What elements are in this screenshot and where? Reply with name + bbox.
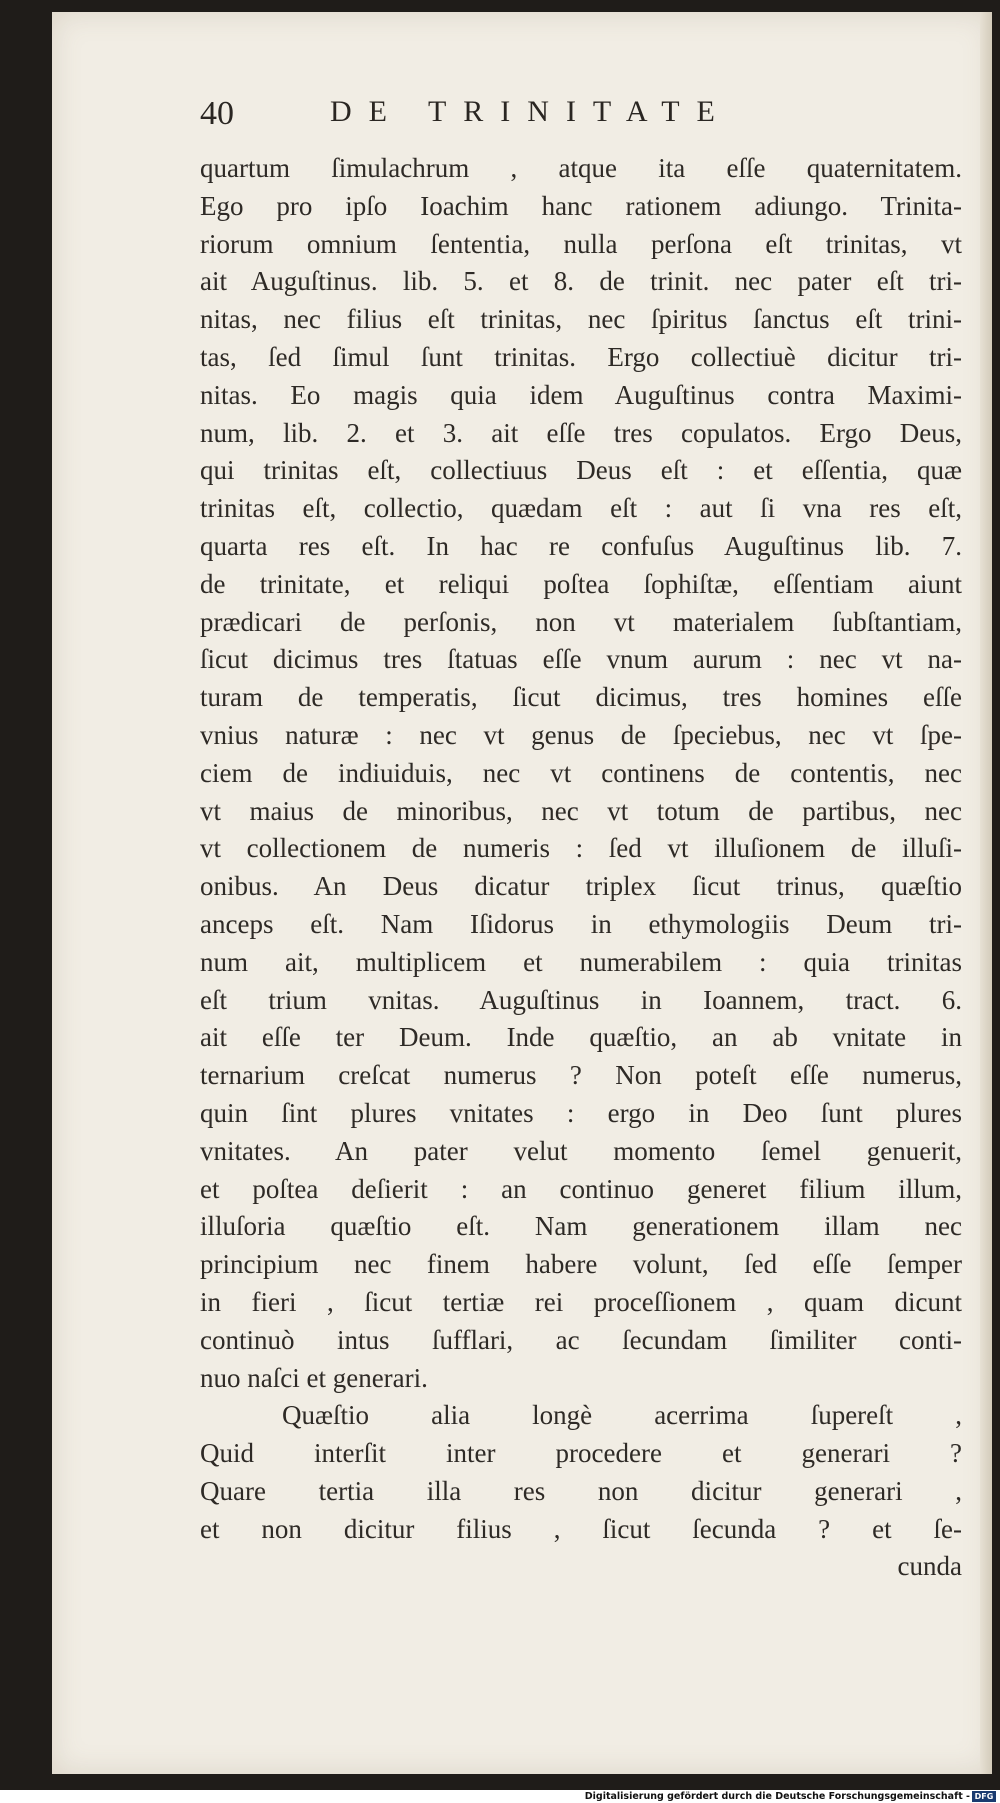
text-line: onibus. An Deus dicatur triplex ſicut trinus, quæſtio: [200, 871, 962, 902]
text-line: vnius naturæ : nec vt genus de ſpeciebus, nec vt ſpe-: [200, 719, 962, 750]
text-line: et non dicitur filius , ſicut ſecunda ? et ſe-: [200, 1513, 962, 1544]
text-line: et poſtea deſierit : an continuo generet filium illum,: [200, 1173, 962, 1204]
text-line: prædicari de perſonis, non vt materialem ſubſtantiam,: [200, 606, 962, 637]
text-line: num ait, multiplicem et numerabilem : quia trinitas: [200, 946, 962, 977]
text-line: eſt trium vnitas. Auguſtinus in Ioannem, tract. 6.: [200, 984, 962, 1015]
text-line: de trinitate, et reliqui poſtea ſophiſtæ, eſſentiam aiunt: [200, 568, 962, 599]
text-line: continuò intus ſufflari, ac ſecundam ſimiliter conti-: [200, 1324, 962, 1355]
catchword: cunda: [897, 1551, 962, 1582]
text-line: Quare tertia illa res non dicitur generari ,: [200, 1475, 962, 1506]
text-line: illuſoria quæſtio eſt. Nam generationem illam nec: [200, 1211, 962, 1242]
text-line: riorum omnium ſententia, nulla perſona eſt trinitas, vt: [200, 228, 962, 259]
text-line: vt maius de minoribus, nec vt totum de partibus, nec: [200, 795, 962, 826]
text-line: vt collectionem de numeris : ſed vt illuſionem de illuſi-: [200, 833, 962, 864]
body-text: [200, 150, 962, 1586]
text-line: tas, ſed ſimul ſunt trinitas. Ergo collectiuè dicitur tri-: [200, 341, 962, 372]
text-line: Quæſtio alia longè acerrima ſupereſt ,: [282, 1400, 962, 1431]
text-line: quin ſint plures vnitates : ergo in Deo ſunt plures: [200, 1097, 962, 1128]
footer-bar: [0, 1790, 1000, 1803]
page-edge: [980, 12, 992, 1774]
text-line: quarta res eſt. In hac re confuſus Auguſtinus lib. 7.: [200, 530, 962, 561]
text-line: principium nec finem habere volunt, ſed eſſe ſemper: [200, 1249, 962, 1280]
page-number: 40: [200, 95, 234, 132]
text-line: ait Auguſtinus. lib. 5. et 8. de trinit. nec pater eſt tri-: [200, 266, 962, 297]
page-title: DE TRINITATE: [330, 95, 732, 128]
text-line: ſicut dicimus tres ſtatuas eſſe vnum aurum : nec vt na-: [200, 644, 962, 675]
text-line: quartum ſimulachrum , atque ita eſſe quaternitatem.: [200, 153, 962, 183]
text-line: nitas. Eo magis quia idem Auguſtinus contra Maximi-: [200, 379, 962, 410]
text-line: ciem de indiuiduis, nec vt continens de contentis, nec: [200, 757, 962, 788]
text-line: in fieri , ſicut tertiæ rei proceſſionem , quam dicunt: [200, 1286, 962, 1317]
text-line: turam de temperatis, ſicut dicimus, tres homines eſſe: [200, 682, 962, 713]
text-line: qui trinitas eſt, collectiuus Deus eſt : et eſſentia, quæ: [200, 455, 962, 486]
text-line: anceps eſt. Nam Iſidorus in ethymologiis Deum tri-: [200, 908, 962, 939]
text-line: nuo naſci et generari.: [200, 1362, 428, 1393]
text-line: trinitas eſt, collectio, quædam eſt : aut ſi vna res eſt,: [200, 493, 962, 524]
text-line: vnitates. An pater velut momento ſemel genuerit,: [200, 1135, 962, 1166]
text-line: Ego pro ipſo Ioachim hanc rationem adiungo. Trinita-: [200, 190, 962, 221]
running-head: [200, 95, 820, 135]
text-line: num, lib. 2. et 3. ait eſſe tres copulatos. Ergo Deus,: [200, 417, 962, 448]
text-line: Quid interſit inter procedere et generari ?: [200, 1438, 962, 1469]
funding-credit: Digitalisierung gefördert durch die Deutsche Forschungsgemeinschaft -: [584, 1791, 970, 1802]
dfg-logo: DFG: [972, 1791, 996, 1802]
text-line: ternarium creſcat numerus ? Non poteſt eſſe numerus,: [200, 1060, 962, 1091]
text-line: nitas, nec filius eſt trinitas, nec ſpiritus ſanctus eſt trini-: [200, 304, 962, 335]
text-line: ait eſſe ter Deum. Inde quæſtio, an ab vnitate in: [200, 1022, 962, 1053]
